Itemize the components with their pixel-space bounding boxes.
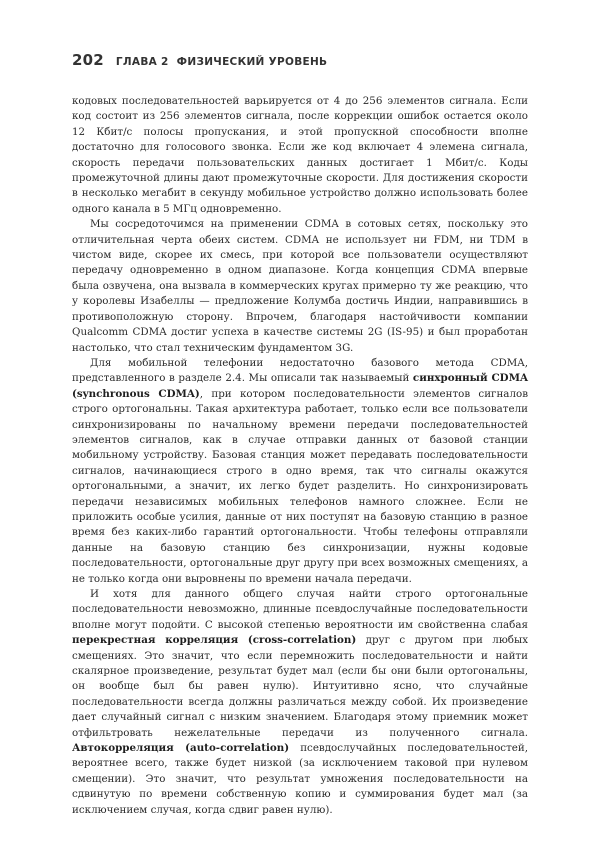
paragraph-1 (72, 94, 528, 217)
page-number: 202 (72, 51, 104, 69)
paragraph-4 (72, 587, 528, 818)
term-synchronous-cdma: синхронный CDMA (synchronous CDMA) (72, 372, 528, 400)
text-run: , при котором последовательности элементов сигналов строго ортогональны. Такая архитектура работает, только если все пользователи синхронизированы по начальному времени передачи последовательностей элементов сигналов, как в случае отправки данных от базовой станции мобильному устройству. Базовая станция может передавать последовательности сигналов, начинающиеся строго в одно время, так что сигналы окажутся ортогональными, а значит, их легко будет разделить. Но синхронизировать передачи независимых мобильных телефонов намного сложнее. Если не приложить особые усилия, данные от них поступят на базовую станцию в разное время без каких-либо гарантий ортогональности. Чтобы телефоны отправляли данные на базовую станцию без синхронизации, нужны кодовые последовательности, ортогональные друг другу при всех возможных смещениях, а не только когда они выровнены по времени начала передачи. (72, 387, 528, 585)
section-title: ФИЗИЧЕСКИЙ УРОВЕНЬ (176, 56, 328, 68)
text-run: И хотя для данного общего случая найти строго ортогональные последовательности невозможно, длинные псевдослучайные последовательности вполне могут подойти. С высокой степенью вероятности им свойственна слабая (72, 588, 528, 631)
running-header (72, 51, 327, 71)
text-run: Мы сосредоточимся на применении CDMA в сотовых сетях, поскольку это отличительная черта обеих систем. CDMA не использует ни FDM, ни TDM в чистом виде, скорее их смесь, при которой все пользователи осуществляют передачу одновременно в одном диапазоне. Когда концепция CDMA впервые была озвучена, она вызвала в коммерческих кругах примерно ту же реакцию, что у королевы Изабеллы — предложение Колумба достичь Индии, направившись в противоположную сторону. Впрочем, благодаря настойчивости компании Qualcomm CDMA достиг успеха в качестве системы 2G (IS-95) и был проработан настолько, что стал техническим фундаментом 3G. (72, 218, 528, 354)
chapter-label: ГЛАВА 2 (115, 56, 169, 68)
term-cross-correlation: перекрестная корреляция (cross-correlation) (72, 634, 357, 647)
paragraph-3 (72, 356, 528, 587)
body-text (72, 94, 528, 818)
paragraph-2 (72, 217, 528, 356)
text-run: кодовых последовательностей варьируется от 4 до 256 элементов сигнала. Если код состоит из 256 элементов сигнала, после коррекции ошибок остается около 12 Кбит/с полосы пропускания, и этой пропускной способности вполне достаточно для голосового звонка. Если же код включает 4 элемена сигнала, скорость передачи пользовательских данных достигает 1 Мбит/с. Коды промежуточной длины дают промежуточные скорости. Для достижения скорости в несколько мегабит в секунду мобильное устройство должно использовать более одного канала в 5 МГц одновременно. (72, 95, 528, 215)
term-auto-correlation: Автокорреляция (auto-correlation) (72, 742, 290, 755)
text-run: Для мобильной телефонии недостаточно базового метода CDMA, представленного в разделе 2.4. Мы описали так называемый (72, 356, 528, 385)
text-run: друг с другом при любых смещениях. Это значит, что если перемножить последовательности и найти скалярное произведение, результат будет мал (если бы они были ортогональны, он вообще был бы равен нулю). Интуитивно ясно, что случайные последовательности всегда должны различаться между собой. Их произведение дает случайный сигнал с низким значением. Благодаря этому приемник может отфильтровать нежелательные передачи из полученного сигнала. (72, 634, 529, 739)
text-run: псевдослучайных последовательностей, вероятнее всего, также будет низкой (за исключением таковой при нулевом смещении). Это значит, что результат умножения последовательности на сдвинутую по времени собственную копию и суммирования будет мал (за исключением случая, когда сдвиг равен нулю). (72, 742, 529, 816)
